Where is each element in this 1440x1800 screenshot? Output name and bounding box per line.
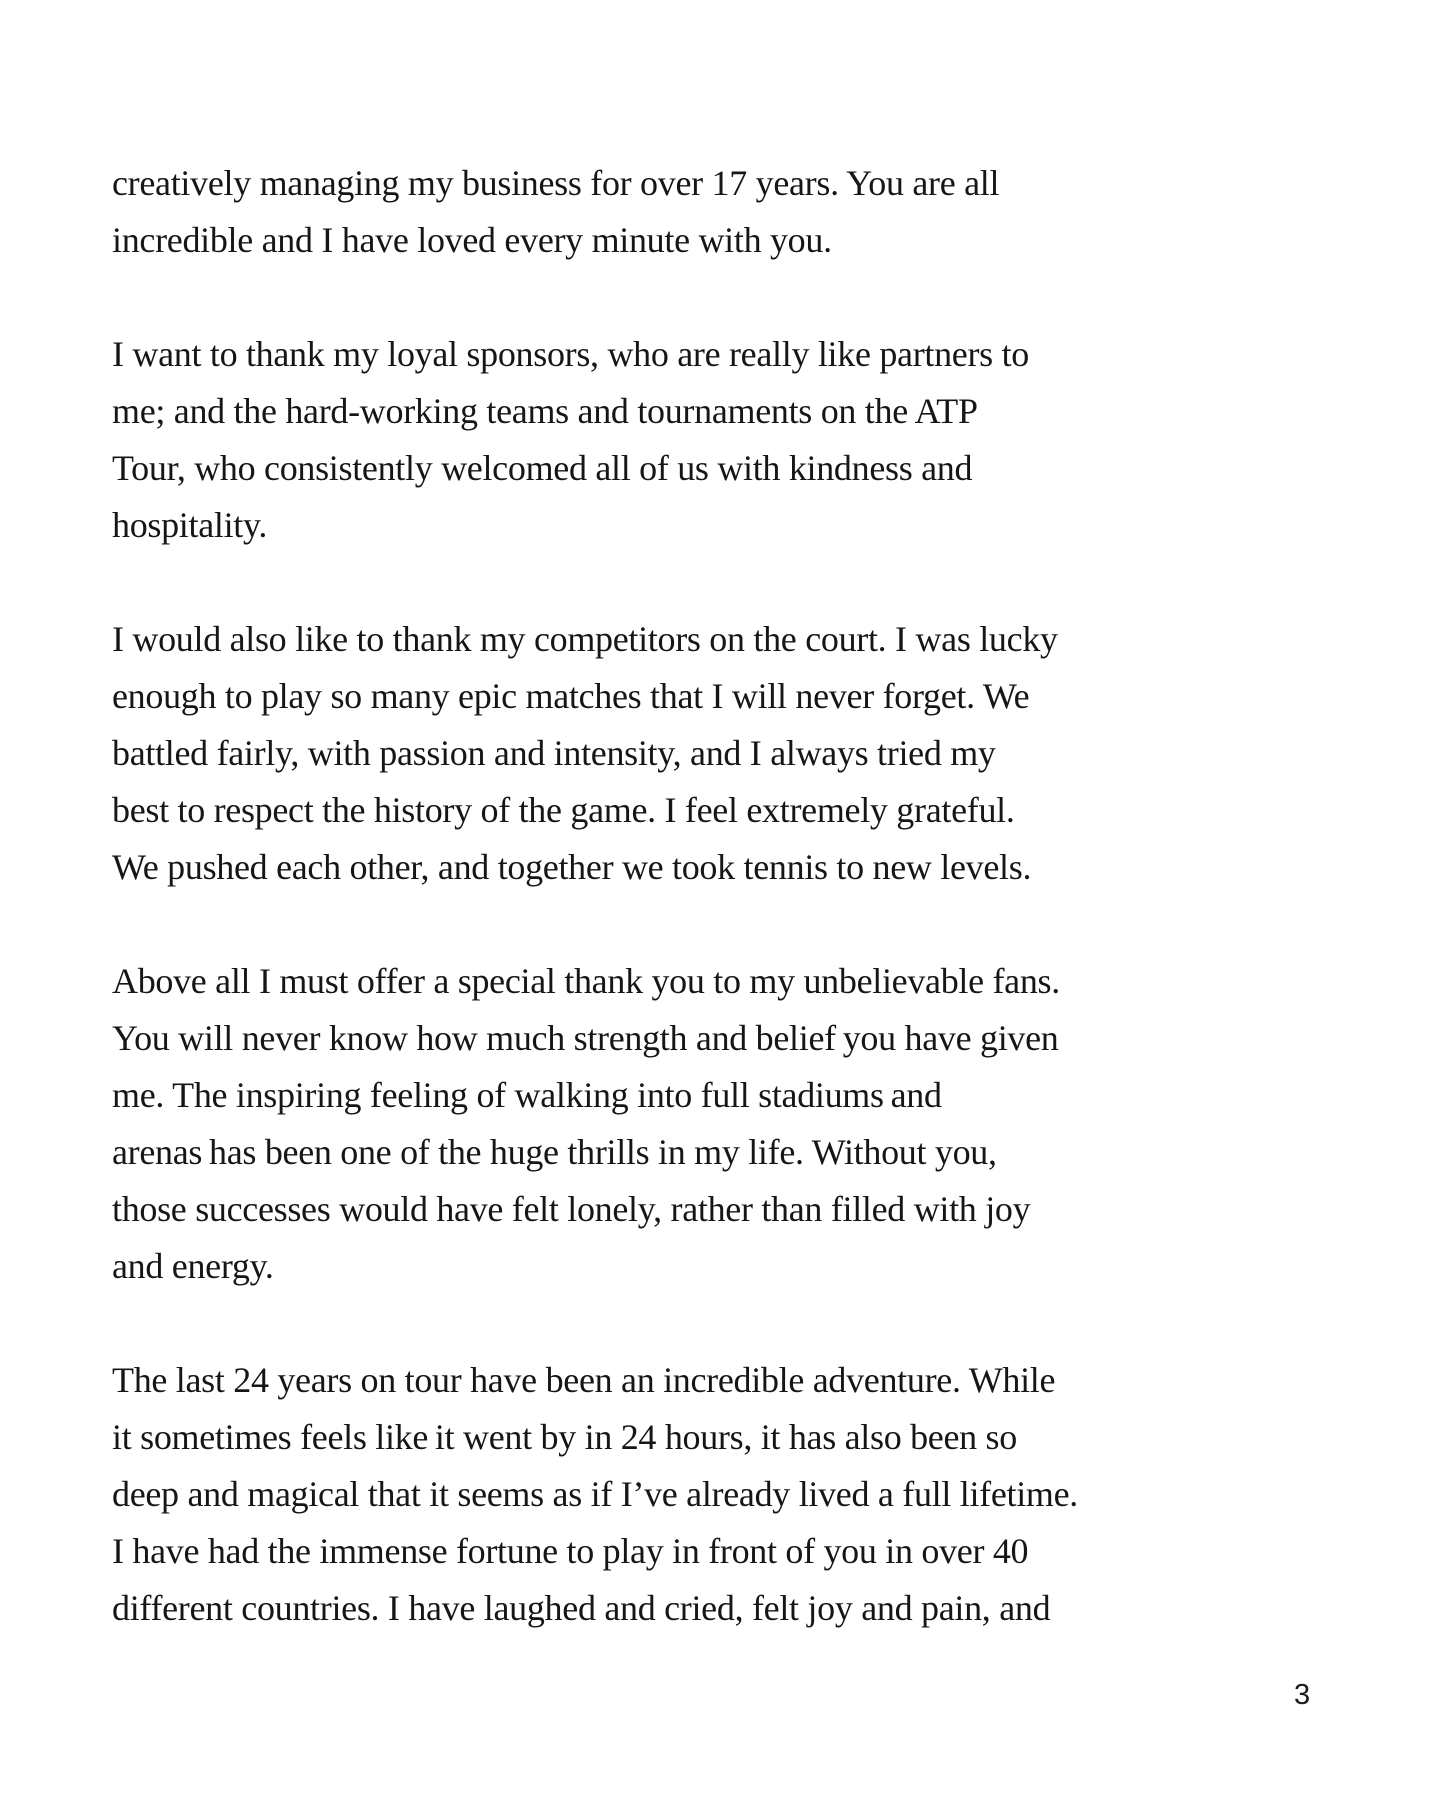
text-line: I have had the immense fortune to play in front of you in over 40 [112, 1531, 1029, 1571]
text-line: best to respect the history of the game. I feel extremely grateful. [112, 790, 1015, 830]
paragraph [112, 326, 1372, 554]
text-line: creatively managing my business for over 17 years. You are all [112, 163, 1000, 203]
paragraph [112, 155, 1372, 269]
text-line: I would also like to thank my competitors on the court. I was lucky [112, 619, 1058, 659]
text-line: different countries. I have laughed and cried, felt joy and pain, and [112, 1588, 1051, 1628]
text-line: I want to thank my loyal sponsors, who are really like partners to [112, 334, 1029, 374]
text-line: it sometimes feels like it went by in 24 hours, it has also been so [112, 1417, 1017, 1457]
text-line: hospitality. [112, 505, 268, 545]
text-line: We pushed each other, and together we took tennis to new levels. [112, 847, 1032, 887]
text-line: arenas has been one of the huge thrills in my life. Without you, [112, 1132, 997, 1172]
page-number: 3 [1294, 1679, 1311, 1711]
text-line: those successes would have felt lonely, rather than filled with joy [112, 1189, 1031, 1229]
letter-body [112, 155, 1372, 1637]
text-line: and energy. [112, 1246, 274, 1286]
text-line: Tour, who consistently welcomed all of us with kindness and [112, 448, 973, 488]
text-line: enough to play so many epic matches that I will never forget. We [112, 676, 1030, 716]
text-line: incredible and I have loved every minute with you. [112, 220, 832, 260]
text-line: The last 24 years on tour have been an incredible adventure. While [112, 1360, 1056, 1400]
paragraph [112, 611, 1372, 896]
text-line: You will never know how much strength and belief you have given [112, 1018, 1059, 1058]
text-line: Above all I must offer a special thank you to my unbelievable fans. [112, 961, 1060, 1001]
text-line: me; and the hard-working teams and tournaments on the ATP [112, 391, 978, 431]
paragraph [112, 1352, 1372, 1637]
text-line: battled fairly, with passion and intensity, and I always tried my [112, 733, 996, 773]
text-line: deep and magical that it seems as if I’ve already lived a full lifetime. [112, 1474, 1079, 1514]
paragraph [112, 953, 1372, 1295]
text-line: me. The inspiring feeling of walking into full stadiums and [112, 1075, 942, 1115]
